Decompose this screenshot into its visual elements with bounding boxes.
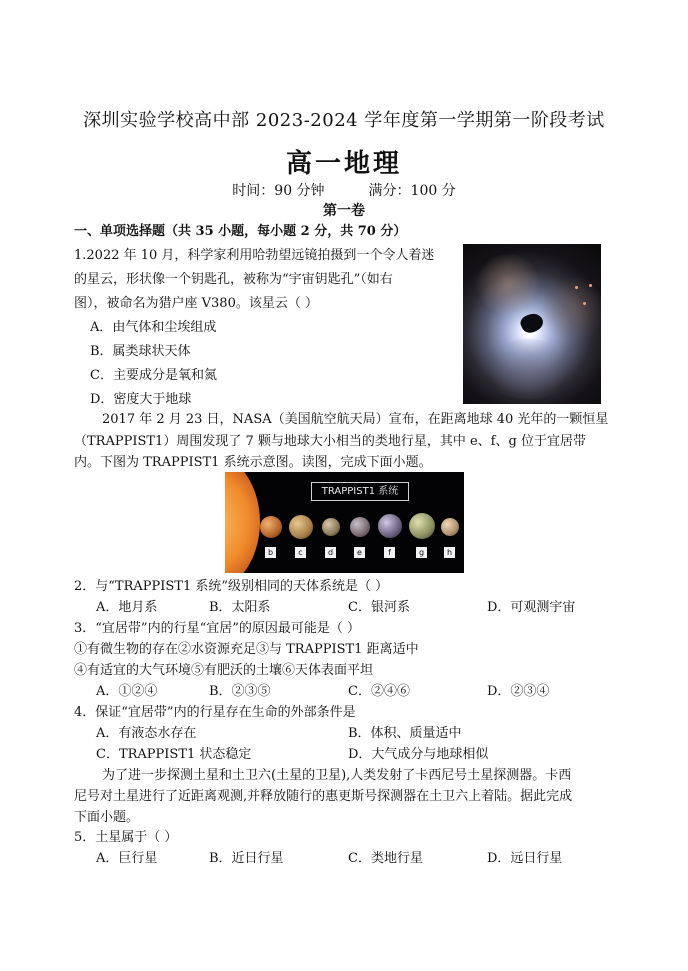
q3-statements-line-1: ①有微生物的存在②水资源充足③与 TRAPPIST1 距离适中 [74, 642, 419, 657]
q4-option-a: A．有液态水存在 [96, 726, 197, 741]
q3-stem: 3．“宜居带”内的行星“宜居”的原因最可能是（ ） [74, 621, 360, 636]
planet-d [322, 518, 340, 536]
planet-c [289, 515, 313, 539]
q3-option-c: C．②④⑥ [348, 684, 410, 699]
q1-option-a: A．由气体和尘埃组成 [90, 320, 217, 335]
q5-option-d: D．远日行星 [487, 851, 563, 866]
q5-stem: 5．土星属于（ ） [74, 830, 178, 845]
q4-stem: 4．保证“宜居带”内的行星存在生命的外部条件是 [74, 705, 356, 720]
planet-e [350, 517, 370, 537]
q1-option-c: C．主要成分是氧和氮 [90, 368, 217, 383]
school-exam-title: 深圳实验学校高中部 2023-2024 学年度第一学期第一阶段考试 [83, 110, 605, 131]
planet-label-e: e [354, 547, 365, 558]
trappist1-system-figure [225, 472, 464, 573]
exam-meta [0, 180, 688, 200]
q1-option-d: D．密度大于地球 [90, 392, 192, 407]
planet-label-c: c [295, 547, 306, 558]
q1-option-b: B．属类球状天体 [90, 344, 191, 359]
passage2-line-2: 尼号对土星进行了近距离观测,并释放随行的惠更斯号探测器在土卫六上着陆。据此完成 [74, 789, 573, 804]
q3-option-b: B．②③⑤ [209, 684, 271, 699]
q1-stem-line-3: 图），被命名为猎户座 V380。该星云（ ） [74, 296, 318, 311]
q1-stem-line-1: 1.2022 年 10 月，科学家利用哈勃望远镜拍摄到一个令人着迷 [74, 248, 435, 263]
passage2-line-1: 为了进一步探测土星和土卫六(土星的卫星),人类发射了卡西尼号土星探测器。卡西 [102, 768, 572, 783]
passage1-line-2: （TRAPPIST1）周围发现了 7 颗与地球大小相当的类地行星，其中 e、f、g 位于宜居带 [74, 434, 586, 449]
q3-statements-line-2: ④有适宜的大气环境⑤有肥沃的土壤⑥天体表面平坦 [74, 663, 374, 678]
q3-option-a: A．①②④ [96, 684, 158, 699]
volume-heading: 第一卷 [323, 203, 365, 219]
passage1-line-1: 2017 年 2 月 23 日，NASA（美国航空航天局）宣布，在距离地球 40 光年的一颗恒星 [102, 412, 609, 427]
passage2-line-3: 下面小题。 [74, 810, 140, 825]
q4-option-c: C．TRAPPIST1 状态稳定 [96, 747, 252, 762]
figure-title: TRAPPIST1 系统 [311, 482, 409, 501]
planet-label-d: d [325, 547, 336, 558]
q1-stem-line-2: 的星云，形状像一个钥匙孔，被称为“宇宙钥匙孔”（如右 [74, 272, 393, 287]
planet-label-h: h [444, 547, 455, 558]
planet-f [378, 514, 402, 538]
section-title: 一、单项选择题（共 35 小题，每小题 2 分，共 70 分） [74, 224, 407, 239]
q4-option-b: B．体积、质量适中 [348, 726, 462, 741]
passage1-line-3: 内。下图为 TRAPPIST1 系统示意图。读图，完成下面小题。 [74, 455, 432, 470]
subject-title: 高一地理 [285, 149, 402, 179]
trappist1-star [225, 472, 260, 573]
planet-h [441, 518, 459, 536]
keyhole-nebula-image [463, 244, 601, 404]
q2-option-d: D．可观测宇宙 [487, 600, 576, 615]
planet-g [409, 513, 435, 539]
exam-time: 时间：90 分钟 [232, 183, 325, 199]
exam-score: 满分：100 分 [368, 183, 456, 199]
q3-option-d: D．②③④ [487, 684, 550, 699]
planet-label-b: b [265, 547, 276, 558]
q2-option-b: B．太阳系 [209, 600, 271, 615]
planet-label-g: g [416, 547, 427, 558]
q2-stem: 2．与“TRAPPIST1 系统”级别相同的天体系统是（ ） [74, 579, 389, 594]
q4-option-d: D．大气成分与地球相似 [348, 747, 489, 762]
planet-b [260, 516, 282, 538]
q5-option-c: C．类地行星 [348, 851, 423, 866]
planet-label-f: f [384, 547, 395, 558]
q5-option-b: B．近日行星 [209, 851, 284, 866]
q5-option-a: A．巨行星 [96, 851, 158, 866]
q2-option-a: A．地月系 [96, 600, 158, 615]
q2-option-c: C．银河系 [348, 600, 410, 615]
